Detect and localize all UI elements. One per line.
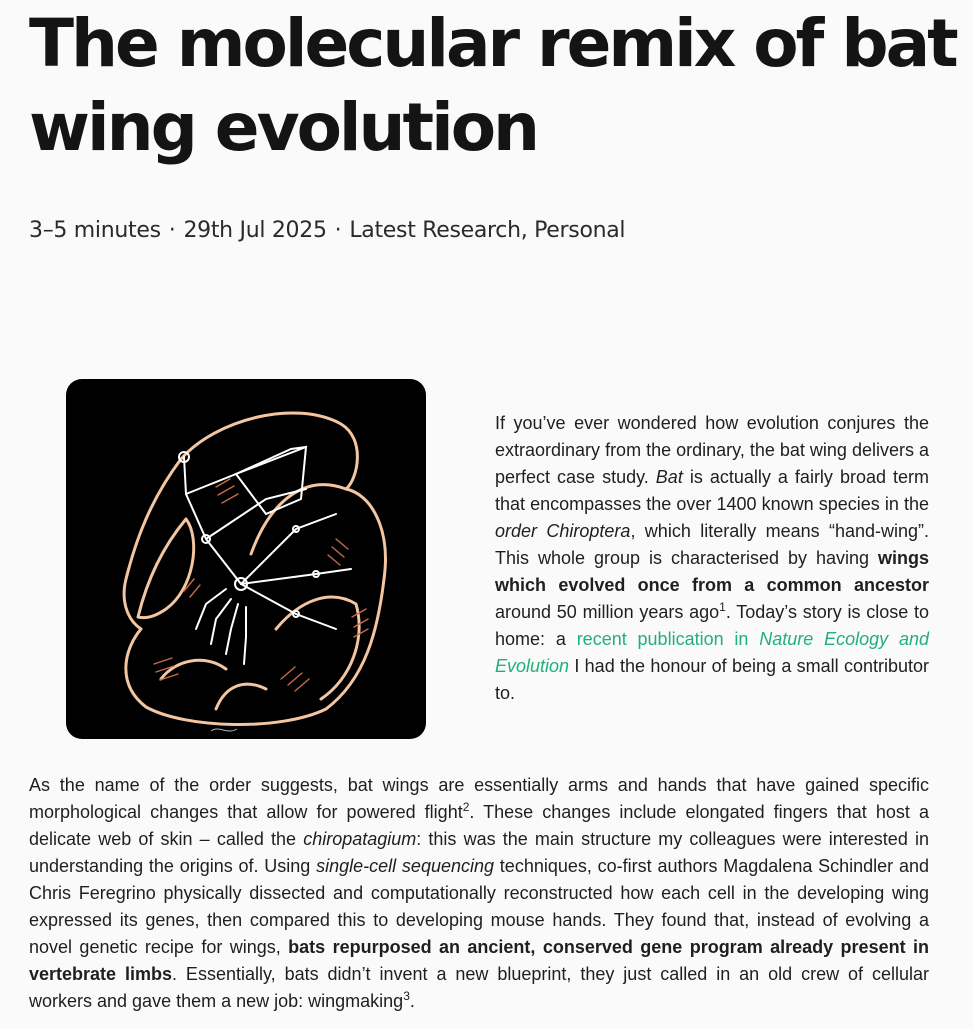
- read-time: 3–5 minutes: [29, 218, 161, 243]
- bat-wing-illustration: [66, 379, 426, 739]
- article-categories[interactable]: Latest Research, Personal: [349, 218, 626, 243]
- publish-date: 29th Jul 2025: [183, 218, 327, 243]
- body-text: . Essentially, bats didn’t invent a new blueprint, they just called in an old crew of cellular workers and gave them a new job: wingmaking: [29, 964, 929, 1011]
- meta-separator: ·: [168, 218, 176, 243]
- body-text: As the name of the order suggests, bat wings are essentially arms and hands that have gained specific morphological changes that allow for powered flight: [29, 775, 929, 822]
- body-text: techniques, co-first authors Magdalena Schindler and Chris Feregrino physically dissected and computationally reconstructed how each cell in the developing wing expressed its genes, then compared this to developing mouse hands. They found that, instead of evolving a novel genetic recipe for wings,: [29, 856, 929, 957]
- body-italic-sequencing: single-cell sequencing: [316, 856, 495, 876]
- intro-text: I had the honour of being a small contributor to.: [495, 656, 929, 703]
- footnote-ref-1[interactable]: 1: [719, 600, 726, 614]
- article-meta: [29, 218, 625, 243]
- publication-link-journal[interactable]: Nature Ecology and Evolution: [495, 629, 929, 676]
- intro-text: , which literally means “hand-wing”. This whole group is characterised by having: [495, 521, 930, 568]
- intro-text: around 50 million years ago: [495, 602, 720, 622]
- body-bold-conserved: bats repurposed an ancient, conserved gene program already present in vertebrate limbs: [29, 937, 929, 984]
- intro-bold-wings: wings which evolved once from a common ancestor: [495, 548, 929, 595]
- publication-link-text[interactable]: recent publication in: [576, 629, 760, 649]
- intro-text: If you’ve ever wondered how evolution conjures the extraordinary from the ordinary, the bat wing delivers a perfect case study.: [495, 413, 929, 487]
- body-text: .: [409, 991, 415, 1011]
- body-text: : this was the main structure my colleagues were interested in understanding the origins of. Using: [29, 829, 929, 876]
- meta-separator: ·: [334, 218, 342, 243]
- intro-italic-bat: Bat: [655, 467, 683, 487]
- intro-paragraph: [495, 410, 929, 707]
- footnote-ref-3[interactable]: 3: [403, 989, 410, 1003]
- body-text: . These changes include elongated fingers that host a delicate web of skin – called the: [29, 802, 929, 849]
- body-italic-chiropatagium: chiropatagium: [303, 829, 417, 849]
- intro-italic-order: order Chiroptera: [495, 521, 631, 541]
- footnote-ref-2[interactable]: 2: [462, 800, 470, 814]
- body-paragraph: [29, 772, 929, 1015]
- article-title: The molecular remix of bat wing evolution: [29, 5, 956, 166]
- intro-text: . Today’s story is close to home: a: [495, 602, 929, 649]
- intro-text: is actually a fairly broad term that encompasses the over 1400 known species in the: [495, 467, 929, 514]
